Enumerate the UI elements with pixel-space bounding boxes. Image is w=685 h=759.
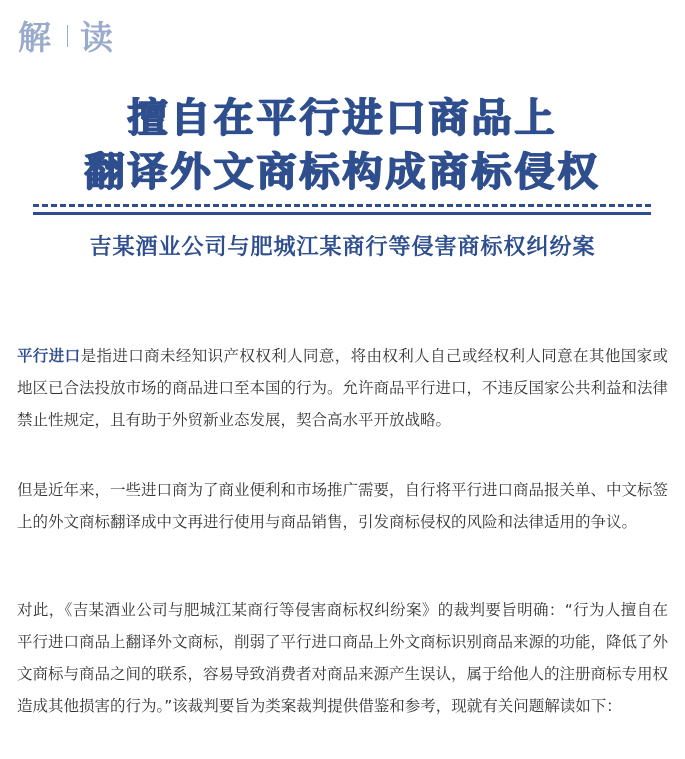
paragraph-2: 但是近年来，一些进口商为了商业便利和市场推广需要，自行将平行进口商品报关单、中文标签上的外文商标翻译成中文再进行使用与商品销售，引发商标侵权的风险和法律适用的争议。 (17, 481, 669, 531)
section-tag-left: 解 (18, 18, 53, 57)
title-dashed-rule (33, 204, 651, 207)
paragraph-1-text: 是指进口商未经知识产权权利人同意，将由权利人自己或经权利人同意在其他国家或地区已合法投放市场的商品进口至本国的行为。允许商品平行进口，不违反国家公共利益和法律禁止性规定，且有助于外贸新业态发展，契合高水平开放战略。 (17, 347, 669, 429)
section-tag (18, 12, 115, 59)
paragraph-3: 对此，《吉某酒业公司与肥城江某商行等侵害商标权纠纷案》的裁判要旨明确：“行为人擅自在平行进口商品上翻译外文商标，削弱了平行进口商品上外文商标识别商品来源的功能，降低了外文商标与商品之间的联系，容易导致消费者对商品来源产生误认，属于给他人的注册商标专用权造成其他损害的行为。”该裁判要旨为类案裁判提供借鉴和参考，现就有关问题解读如下： (17, 601, 669, 715)
paragraph-1-highlight: 平行进口 (17, 347, 81, 365)
case-subtitle: 吉某酒业公司与肥城江某商行等侵害商标权纠纷案 (89, 235, 596, 260)
section-tag-divider (67, 25, 68, 47)
title-solid-rule (33, 212, 651, 215)
paragraph-1 (17, 340, 668, 436)
section-tag-right: 读 (80, 18, 115, 57)
title-line-2: 翻译外文商标构成商标侵权 (84, 149, 601, 195)
title-line-1: 擅自在平行进口商品上 (127, 95, 558, 141)
